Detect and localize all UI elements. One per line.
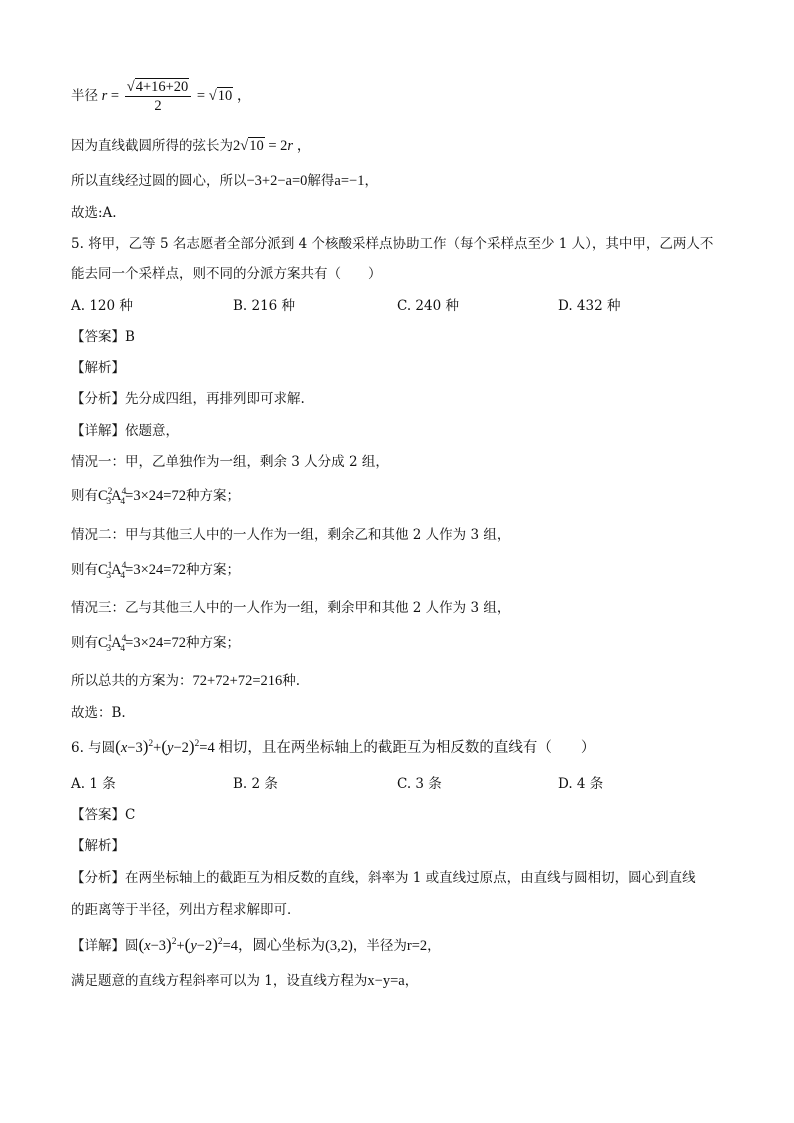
choose-a: 故选:A. (71, 205, 117, 221)
q5-total-line (71, 671, 300, 691)
q5-stem-2: 能去同一个采样点，则不同的分派方案共有（ ） (71, 266, 382, 282)
then-have-text: 则有 (71, 635, 98, 651)
q5-analysis-head: 【解析】 (71, 360, 125, 376)
q6-option-b: B. 2 条 (233, 776, 278, 792)
q6-analysis-1: 【分析】在两坐标轴上的截距互为相反数的直线，斜率为 1 或直线过原点，由直线与圆相切，圆心到直线 (71, 870, 696, 886)
plan-tail: 种方案； (185, 488, 240, 504)
case-2-calc: =3×24=72 (125, 562, 186, 578)
q6-stem-prefix: 6. 与圆 (71, 740, 116, 756)
center-text: 所以直线经过圆的圆心，所以 (71, 173, 247, 189)
then-have-text: 则有 (71, 562, 98, 578)
q6-analysis-2: 的距离等于半径，列出方程求解即可． (71, 902, 301, 918)
q5-option-b: B. 216 种 (233, 298, 296, 314)
q5-case-1-calc-line: 则有$C^2_3A^4_4=3\times 24=72$种方案； (71, 487, 240, 507)
q5-case-3: 情况三：乙与其他三人中的一人作为一组，剩余甲和其他 2 人作为 3 组， (71, 600, 511, 616)
radius-label: 半径 (71, 88, 98, 104)
q5-choose: 故选：B. (71, 705, 126, 721)
q5-case-2-calc-line: 则有$C^1_3A^4_4=3\times 24=72$种方案； (71, 561, 240, 581)
q6-detail-prefix: 【详解】圆 (71, 938, 139, 954)
case-1-calc: =3×24=72 (125, 488, 186, 504)
center-equation: −3+2−a=0 (246, 173, 308, 189)
q6-stem-suffix: =4 相切，且在两坐标轴上的截距互为相反数的直线有（ ） (199, 740, 596, 756)
q6-answer: 【答案】C (71, 807, 136, 823)
line-equation: x−y=a (367, 973, 405, 989)
case-3-calc: =3×24=72 (125, 635, 186, 651)
radius-fraction: $\frac{√4+16+20}{2}$ (125, 78, 192, 115)
q6-analysis-head: 【解析】 (71, 838, 125, 854)
total-calc: 72+72+72=216 (192, 673, 283, 689)
fraction-denominator: 2 (154, 98, 162, 114)
center-line: 所以直线经过圆的圆心，所以−3+2−a=0解得a=−1， (71, 173, 378, 189)
plan-tail: 种方案； (185, 562, 240, 578)
chord-line: 因为直线截圆所得的弦长为2√10 = 2r ， (71, 138, 312, 154)
q5-option-c: C. 240 种 (397, 298, 459, 314)
total-text: 所以总共的方案为： (71, 673, 193, 689)
q6-detail-radius-text: ，半径为 (352, 938, 407, 954)
q6-option-d: D. 4 条 (558, 776, 604, 792)
q6-last-text: 满足题意的直线方程斜率可以为 1，设直线方程为 (71, 973, 368, 989)
q6-detail-line: 【详解】圆$(x-3)^2+(y-2)^2=4$，圆心坐标为(3,2)，半径为r=2， (71, 935, 441, 954)
fraction-numerator: 4+16+20 (135, 79, 189, 95)
radius-result: 10 (217, 88, 233, 104)
total-tail: 种. (282, 673, 301, 689)
solve-result: a=−1 (334, 173, 365, 189)
q5-case-1: 情况一：甲，乙单独作为一组，剩余 3 人分成 2 组， (71, 454, 389, 470)
q5-analysis: 【分析】先分成四组，再排列即可求解. (71, 391, 305, 407)
q6-option-a: A. 1 条 (71, 776, 116, 792)
solve-text: 解得 (307, 173, 335, 189)
q5-option-a: A. 120 种 (71, 298, 133, 314)
radius-formula-line: 半径 r = $\frac{√4+16+20}{2}$ = √10 ， (71, 79, 252, 114)
q6-detail-mid: =4，圆心坐标为 (222, 938, 326, 954)
plan-tail: 种方案； (185, 635, 240, 651)
q5-case-3-calc-line: 则有$C^1_3A^4_4=3\times 24=72$种方案； (71, 634, 240, 654)
q5-stem-1: 5. 将甲，乙等 5 名志愿者全部分派到 4 个核酸采样点协助工作（每个采样点至少 1 人），其中甲，乙两人不 (71, 236, 714, 252)
q6-option-c: C. 3 条 (397, 776, 442, 792)
circle-center: (3,2) (325, 938, 353, 954)
q6-stem: 6. 与圆$(x-3)^2+(y-2)^2=4$ 相切，且在两坐标轴上的截距互为相反数的直线有（ ） (71, 737, 596, 756)
q5-detail: 【详解】依题意， (71, 423, 179, 439)
q5-case-2: 情况二：甲与其他三人中的一人作为一组，剩余乙和其他 2 人作为 3 组， (71, 527, 511, 543)
q5-option-d: D. 432 种 (558, 298, 621, 314)
q6-last-line: 满足题意的直线方程斜率可以为 1，设直线方程为x−y=a， (71, 973, 419, 989)
q5-answer: 【答案】B (71, 329, 135, 345)
circle-radius: r=2 (406, 938, 428, 954)
chord-text: 因为直线截圆所得的弦长为 (71, 138, 233, 154)
then-have-text: 则有 (71, 488, 98, 504)
